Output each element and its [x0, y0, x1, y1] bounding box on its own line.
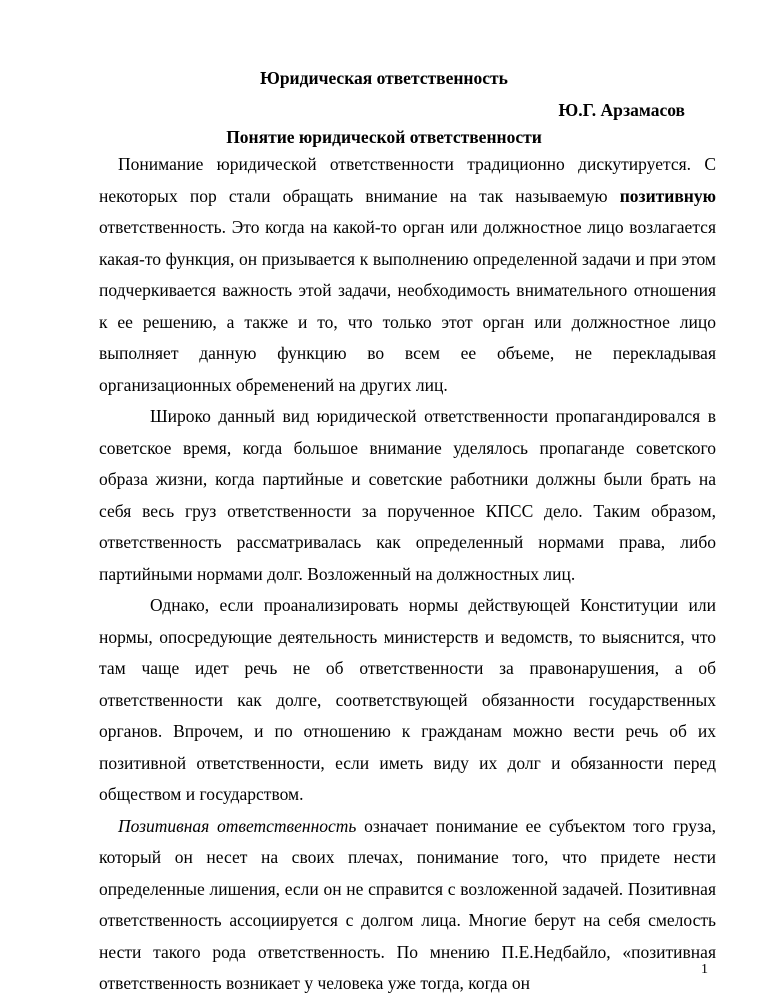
bold-term: позитивную [619, 185, 716, 206]
paragraph-1-text-end: ответственность. Это когда на какой-то орган или должностное лицо возлагается какая-то функция, он призывается к выполнению определенной задачи и при этом подчеркивается важность этой задачи, необходимость внимательного отношения к ее решению, а также и то, что только этот орган или должностное лицо выполняет данную функцию во всем ее объеме, не перекладывая организационных обременений на других лиц. [99, 217, 716, 395]
paragraph-4-text: означает понимание ее субъектом того груза, который он несет на своих плечах, понимание того, что придете нести определенные лишения, если он не справится с возложенной задачей. Позитивная ответственность ассоциируется с долгом лица. Многие берут на себя смелость нести такого рода ответственность. По мнению П.Е.Недбайло, «позитивная ответственность возникает у человека уже тогда, когда он [99, 815, 716, 993]
document-body [99, 149, 716, 1000]
italic-term: Позитивная ответственность [118, 815, 357, 836]
paragraph-2: Широко данный вид юридической ответственности пропагандировался в советское время, когда большое внимание уделялось пропаганде советского образа жизни, когда партийные и советские работники должны были брать на себя весь груз ответственности за порученное КПСС дело. Таким образом, ответственность рассматривалась как определенный нормами права, либо партийными нормами долг. Возложенный на должностных лиц. [99, 406, 716, 584]
paragraph-3: Однако, если проанализировать нормы действующей Конституции или нормы, опосредующие деятельность министерств и ведомств, то выяснится, что там чаще идет речь не об ответственности за правонарушения, а об ответственности как долге, соответствующей обязанности государственных органов. Впрочем, и по отношению к гражданам можно вести речь об их позитивной ответственности, если иметь виду их долг и обязанности перед обществом и государством. [99, 595, 716, 804]
page-number: 1 [701, 962, 708, 977]
paragraph-1-text-start: Понимание юридической ответственности традиционно дискутируется. С некоторых пор стали обращать внимание на так называемую [99, 154, 716, 206]
document-title: Юридическая ответственность [260, 68, 508, 88]
section-heading: Понятие юридической ответственности [226, 127, 542, 147]
paragraph-4 [99, 811, 716, 1000]
paragraph-1 [99, 149, 716, 401]
author-name: Ю.Г. Арзамасов [558, 100, 685, 120]
